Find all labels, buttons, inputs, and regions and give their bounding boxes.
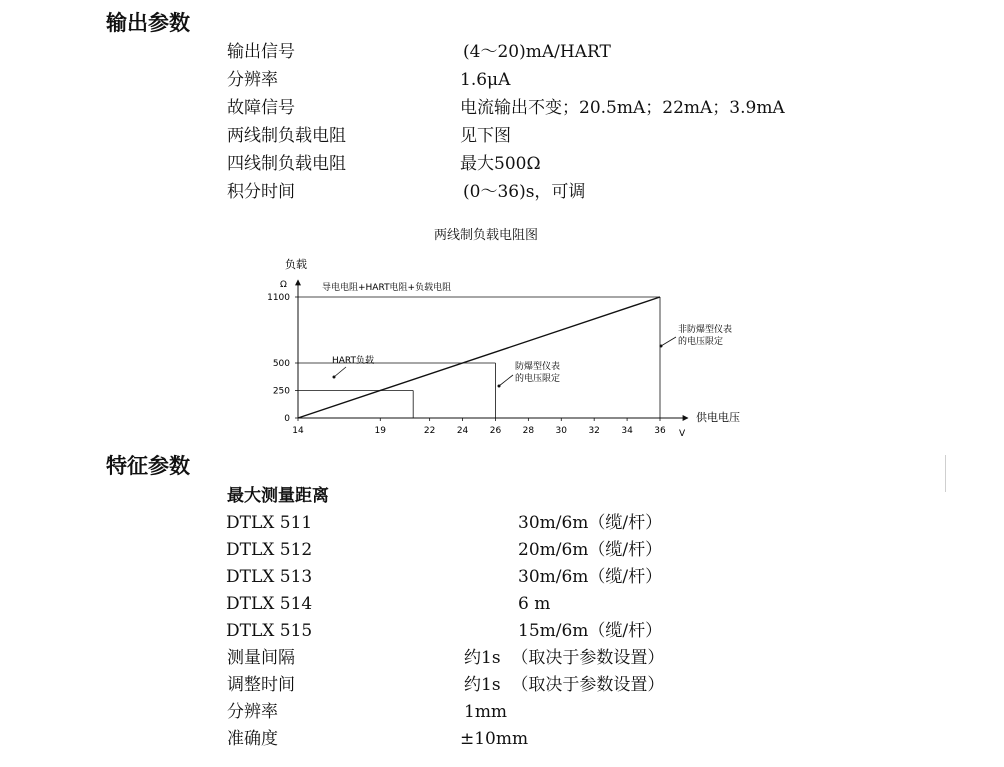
row-value: (4～20)mA/HART xyxy=(463,42,611,62)
x-tick-label: 22 xyxy=(423,426,436,436)
row-value: 最大500Ω xyxy=(460,154,541,174)
feature-row-resolution xyxy=(227,699,927,726)
annotation-nonex-limit-line1: 非防爆型仪表 xyxy=(678,325,733,335)
row-label: 分辨率 xyxy=(227,70,278,90)
annotation-hart-load: HART负载 xyxy=(332,356,375,366)
chart-title: 两线制负载电阻图 xyxy=(433,228,538,243)
row-label: 测量间隔 xyxy=(227,648,295,668)
feature-row-measure-interval xyxy=(227,645,927,672)
x-tick-label: 30 xyxy=(555,426,567,436)
x-tick-label: 34 xyxy=(621,426,633,436)
x-tick-label: 36 xyxy=(654,426,666,436)
row-label: 四线制负载电阻 xyxy=(227,154,346,174)
model-value: 15m/6m（缆/杆） xyxy=(518,621,663,641)
x-tick-label: 19 xyxy=(374,426,386,436)
row-label: 两线制负载电阻 xyxy=(227,126,346,146)
output-params-heading: 输出参数 xyxy=(106,11,190,35)
x-tick-label: 24 xyxy=(456,426,469,436)
model-value: 20m/6m（缆/杆） xyxy=(518,540,663,560)
x-tick-label: 28 xyxy=(522,426,535,436)
y-tick-label: 500 xyxy=(272,359,290,369)
y-axis-unit: Ω xyxy=(280,280,287,290)
annotation-ex-limit-line2: 的电压限定 xyxy=(515,374,561,384)
model-label: DTLX 513 xyxy=(226,567,313,587)
model-row-515 xyxy=(226,618,926,645)
feature-params-heading: 特征参数 xyxy=(106,454,190,478)
x-axis-label: 供电电压 xyxy=(696,411,740,424)
feature-row-accuracy xyxy=(227,726,927,753)
row-value: (0～36)s，可调 xyxy=(463,182,586,202)
y-axis-label: 负载 xyxy=(285,258,307,271)
row-label: 准确度 xyxy=(227,729,278,749)
annotation-ex-limit-dot xyxy=(498,385,501,388)
row-label: 积分时间 xyxy=(227,182,295,202)
load-resistance-chart xyxy=(250,248,750,448)
row-label: 输出信号 xyxy=(227,42,295,62)
annotation-nonex-limit-dot xyxy=(660,345,663,348)
row-value: 见下图 xyxy=(460,126,511,146)
max-range-subheading: 最大测量距离 xyxy=(227,486,329,506)
x-tick-label: 32 xyxy=(588,426,600,436)
chart-annotations xyxy=(280,257,740,439)
model-row-511 xyxy=(226,510,926,537)
row-value: ±10mm xyxy=(460,729,529,749)
chart-axes xyxy=(298,280,688,418)
model-label: DTLX 512 xyxy=(226,540,313,560)
output-row-integration-time xyxy=(227,179,927,206)
row-label: 调整时间 xyxy=(227,675,295,695)
model-value: 6 m xyxy=(518,594,551,614)
row-value: 1.6μA xyxy=(460,70,511,90)
annotation-ex-limit-line1: 防爆型仪表 xyxy=(515,362,561,372)
page-edge-divider xyxy=(945,455,946,492)
annotation-nonex-limit-pointer xyxy=(661,337,676,346)
x-tick-label: 26 xyxy=(489,426,502,436)
model-label: DTLX 515 xyxy=(226,621,313,641)
row-value: 电流输出不变；20.5mA；22mA；3.9mA xyxy=(460,98,785,118)
model-label: DTLX 514 xyxy=(226,594,313,614)
annotation-ex-limit-pointer xyxy=(499,375,513,386)
model-value: 30m/6m（缆/杆） xyxy=(518,513,663,533)
output-row-signal xyxy=(227,39,927,66)
row-value: 约1s （取决于参数设置） xyxy=(464,675,665,695)
model-value: 30m/6m（缆/杆） xyxy=(518,567,663,587)
row-label: 分辨率 xyxy=(227,702,278,722)
annotation-hart-load-pointer xyxy=(334,367,346,377)
x-tick-label: 14 xyxy=(292,426,304,436)
y-tick-label: 0 xyxy=(284,414,290,424)
annotation-hart-load-dot xyxy=(333,376,336,379)
output-row-resolution xyxy=(227,67,927,94)
annotation-total-resistance: 导电电阻+HART电阻+负载电阻 xyxy=(322,283,452,293)
row-value: 约1s （取决于参数设置） xyxy=(464,648,665,668)
output-row-two-wire-load xyxy=(227,123,927,150)
model-label: DTLX 511 xyxy=(226,513,313,533)
feature-row-adjust-time xyxy=(227,672,927,699)
y-tick-label: 250 xyxy=(272,386,290,397)
x-axis-unit: V xyxy=(679,429,686,439)
annotation-nonex-limit-line2: 的电压限定 xyxy=(678,337,724,347)
model-row-514 xyxy=(226,591,926,618)
output-row-fault-signal xyxy=(227,95,927,122)
row-value: 1mm xyxy=(464,702,508,722)
y-tick-label: 1100 xyxy=(267,293,290,303)
output-row-four-wire-load xyxy=(227,151,927,178)
model-row-512 xyxy=(226,537,926,564)
row-label: 故障信号 xyxy=(227,98,295,118)
model-row-513 xyxy=(226,564,926,591)
